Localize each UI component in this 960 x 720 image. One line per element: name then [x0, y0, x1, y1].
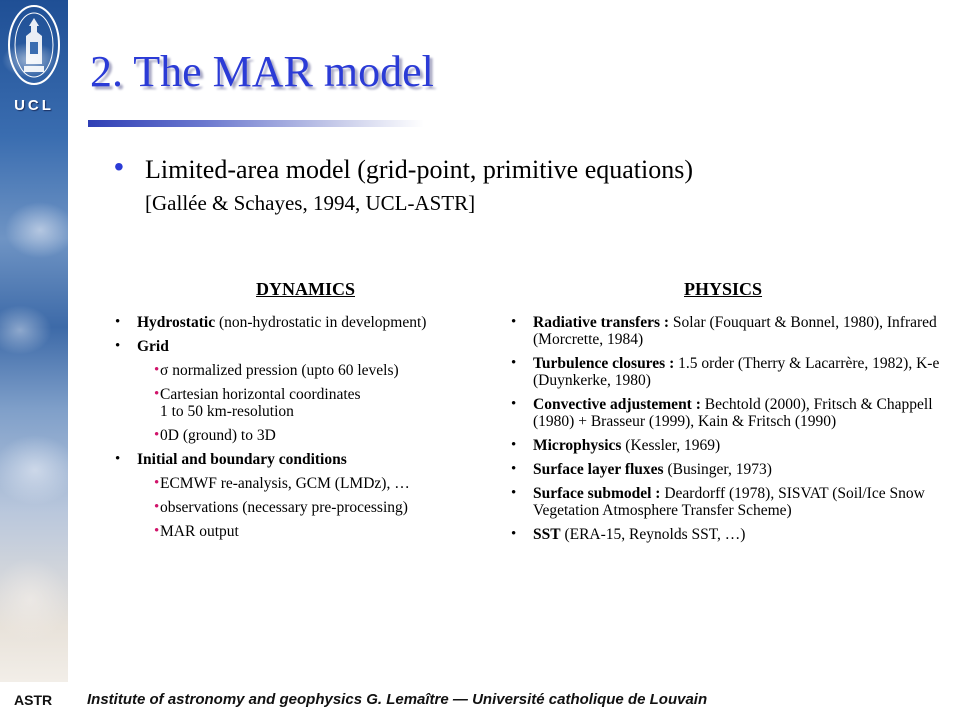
slide-title: 2. The MAR model: [90, 47, 434, 96]
item-strong: Turbulence closures :: [533, 355, 675, 372]
item-strong: Surface submodel :: [533, 485, 661, 502]
title-underline-rule: [88, 120, 424, 127]
sub-list-item: [112, 362, 512, 379]
item-text: Cartesian horizontal coordinates: [160, 386, 361, 403]
item-text: Deardorff (1978), SISVAT (Soil/Ice Snow Vegetation Atmosphere Transfer Scheme): [533, 485, 925, 519]
dynamics-list: [112, 314, 512, 547]
item-text: (Kessler, 1969): [621, 437, 721, 454]
bullet-dot: •: [511, 437, 517, 453]
intro-main-text: Limited-area model (grid-point, primitive equations): [145, 155, 694, 184]
bullet-dot: •: [511, 526, 517, 542]
item-text: Solar (Fouquart & Bonnel, 1980), Infrared (Morcrette, 1984): [533, 314, 937, 348]
item-text: Bechtold (2000), Fritsch & Chappell (1980) + Brasseur (1999), Kain & Fritsch (1990): [533, 396, 933, 430]
item-strong: Hydrostatic: [137, 314, 216, 331]
sub-list-item: [112, 475, 512, 492]
item-text: σ normalized pression (upto 60 levels): [160, 362, 399, 379]
sub-list-item: [112, 386, 512, 420]
item-strong: Initial and boundary conditions: [137, 451, 347, 468]
sub-list-item: [112, 427, 512, 444]
bullet-dot: •: [511, 396, 517, 412]
university-seal-icon: [6, 2, 62, 88]
sub-bullet-dot: •: [154, 475, 160, 491]
bullet-dot: •: [511, 314, 517, 330]
item-text: MAR output: [160, 523, 239, 540]
bullet-dot: •: [511, 355, 517, 371]
physics-heading: PHYSICS: [684, 279, 763, 299]
sub-bullet-dot: •: [154, 362, 160, 378]
item-text-line2: 1 to 50 km-resolution: [160, 403, 294, 420]
item-strong: Microphysics: [533, 437, 622, 454]
list-item: [508, 485, 940, 519]
bullet-dot: •: [115, 338, 121, 354]
item-text: 0D (ground) to 3D: [160, 427, 276, 444]
item-strong: SST: [533, 526, 561, 543]
item-strong: Surface layer fluxes: [533, 461, 664, 478]
sub-list-item: [112, 499, 512, 516]
list-item: [508, 355, 940, 389]
sky-background-strip: [0, 0, 68, 682]
physics-list: [508, 314, 940, 550]
list-item: [508, 396, 940, 430]
dynamics-heading: DYNAMICS: [256, 279, 355, 299]
list-item: [508, 437, 940, 454]
item-text: (non-hydrostatic in development): [215, 314, 427, 331]
ucl-logo-text: UCL: [14, 97, 54, 114]
sub-bullet-dot: •: [154, 499, 160, 515]
list-item: [112, 451, 512, 468]
item-text: (Businger, 1973): [663, 461, 772, 478]
bullet-dot: •: [115, 314, 121, 330]
intro-citation: [Gallée & Schayes, 1994, UCL-ASTR]: [145, 191, 476, 215]
bullet-dot: •: [115, 451, 121, 467]
footer-bar: [0, 682, 960, 720]
item-text: (ERA-15, Reynolds SST, …): [560, 526, 746, 543]
bullet-dot: •: [114, 151, 124, 182]
sub-bullet-dot: •: [154, 386, 160, 402]
item-text: ECMWF re-analysis, GCM (LMDz), …: [160, 475, 410, 492]
item-strong: Convective adjustement :: [533, 396, 701, 413]
item-text: 1.5 order (Therry & Lacarrère, 1982), K-e (Duynkerke, 1980): [533, 355, 940, 389]
bullet-dot: •: [511, 461, 517, 477]
item-strong: Grid: [137, 338, 169, 355]
list-item: [508, 314, 940, 348]
item-text: observations (necessary pre-processing): [160, 499, 408, 516]
list-item: [112, 314, 512, 331]
list-item: [508, 526, 940, 543]
item-strong: Radiative transfers :: [533, 314, 670, 331]
list-item: [508, 461, 940, 478]
footer-institute-text: Institute of astronomy and geophysics G. Lemaître — Université catholique de Louvain: [87, 691, 708, 708]
list-item: [112, 338, 512, 355]
sub-list-item: [112, 523, 512, 540]
sub-bullet-dot: •: [154, 523, 160, 539]
footer-astr-label: ASTR: [14, 692, 53, 708]
sub-bullet-dot: •: [154, 427, 160, 443]
bullet-dot: •: [511, 485, 517, 501]
